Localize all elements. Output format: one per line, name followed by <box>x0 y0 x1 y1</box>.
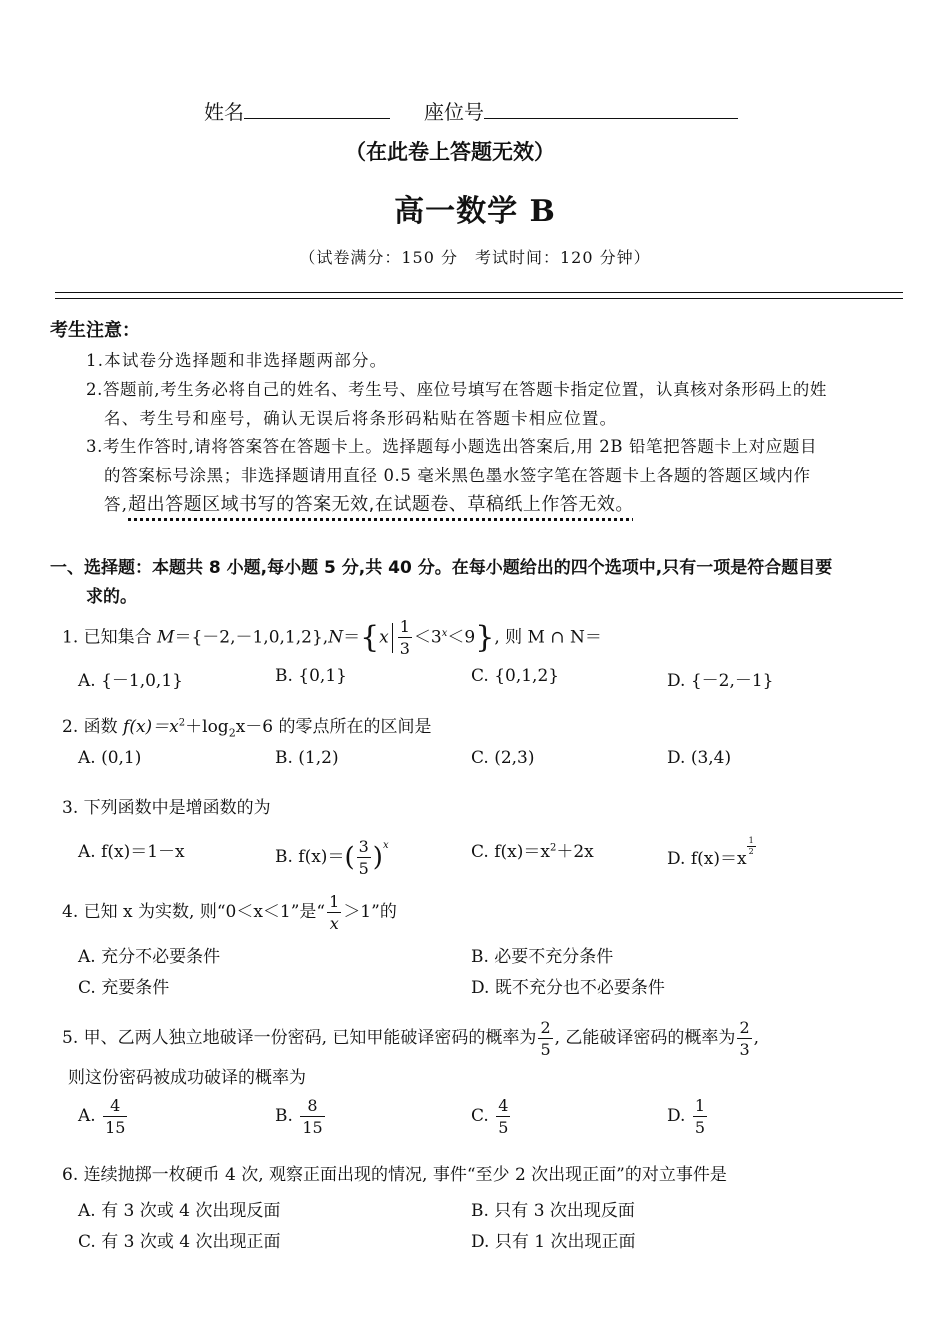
q1-cond-mid: ＜3 <box>413 627 442 648</box>
page-subtitle: （试卷满分：150 分 考试时间：120 分钟） <box>299 248 651 267</box>
q1-option-b: B. {0,1} <box>275 666 347 686</box>
name-blank <box>244 100 390 119</box>
q5-d-den: 5 <box>694 1117 706 1137</box>
q3-b-paren-close: ) <box>372 842 383 873</box>
question-2-stem <box>62 712 432 739</box>
notice-heading: 考生注意： <box>50 320 140 341</box>
question-5-stem <box>62 1018 759 1058</box>
q2-option-c: C. (2,3) <box>471 748 535 768</box>
q1-suffix: , 则 M ∩ N＝ <box>494 627 602 648</box>
section-heading-line-2: 求的。 <box>86 587 137 607</box>
q1-fraction <box>398 619 412 657</box>
q4-option-d: D. 既不充分也不必要条件 <box>471 978 665 998</box>
q5-d-num: 1 <box>694 1095 706 1115</box>
q1-prefix: 1. 已知集合 <box>62 627 158 648</box>
name-field <box>204 96 390 125</box>
notice-item-2-line-1: 2.答题前,考生务必将自己的姓名、考生号、座位号填写在答题卡指定位置，认真核对条形码上的姓 <box>86 380 827 399</box>
q4-frac-num: 1 <box>329 891 340 911</box>
q5-option-b <box>275 1096 327 1136</box>
page-title: 高一数学 B <box>394 194 556 229</box>
notice-item-3-prefix: 答, <box>104 495 129 514</box>
q3-option-d <box>667 837 758 869</box>
q6-option-c: C. 有 3 次或 4 次出现正面 <box>78 1232 281 1252</box>
q4-fraction <box>327 891 341 933</box>
q1-frac-num: 1 <box>399 617 410 637</box>
q5-a-num: 4 <box>103 1098 127 1117</box>
q3-d-prefix: D. f(x)＝x <box>667 849 747 869</box>
seat-field <box>424 96 738 125</box>
q5-d-label: D. <box>667 1106 686 1126</box>
q5-mid: , 乙能破译密码的概率为 <box>554 1028 736 1048</box>
q5-b-den: 15 <box>302 1117 323 1137</box>
notice-item-2-line-2: 名、考生号和座号，确认无误后将条形码粘贴在答题卡相应位置。 <box>104 409 618 428</box>
q3-d-exp-den: 2 <box>748 847 754 856</box>
q2-log: ＋log <box>185 717 229 737</box>
q1-frac-den: 3 <box>399 639 410 659</box>
q5-c-label: C. <box>471 1106 489 1126</box>
q2-square: 2 <box>178 717 186 729</box>
q5-option-d <box>667 1096 709 1136</box>
q1-eq: ＝ <box>343 627 361 648</box>
divider-bottom <box>55 298 903 299</box>
q1-option-c: C. {0,1,2} <box>471 666 560 686</box>
q5-p2-fraction <box>737 1017 751 1059</box>
q5-a-label: A. <box>78 1106 96 1126</box>
q1-cond-end: ＜9 <box>447 627 476 648</box>
q1-var-x: x <box>379 627 389 648</box>
q5-option-c <box>471 1096 512 1136</box>
seat-label: 座位号 <box>424 100 484 124</box>
q5-a-den: 15 <box>105 1117 126 1137</box>
name-label: 姓名 <box>204 100 244 124</box>
q5-c-num: 4 <box>498 1095 509 1115</box>
q3-b-den: 5 <box>358 858 369 878</box>
q4-option-a: A. 充分不必要条件 <box>78 947 221 967</box>
q5-d-fraction <box>693 1095 707 1137</box>
q6-option-b: B. 只有 3 次出现反面 <box>471 1201 635 1221</box>
divider-top <box>55 292 903 293</box>
q3-c-rest: ＋2x <box>556 842 594 862</box>
q6-option-d: D. 只有 1 次出现正面 <box>471 1232 636 1252</box>
q1-set-m-value: ＝{－2,－1,0,1,2}, <box>174 627 329 648</box>
question-5-line-2: 则这份密码被成功破译的概率为 <box>68 1068 306 1088</box>
q5-option-a <box>78 1096 129 1136</box>
q4-option-b: B. 必要不充分条件 <box>471 947 614 967</box>
q1-brace-open: { <box>360 620 380 656</box>
q3-d-exponent <box>747 837 756 856</box>
q3-b-prefix: B. f(x)＝ <box>275 847 345 867</box>
seat-blank <box>484 100 738 119</box>
q5-end: , <box>753 1028 760 1048</box>
q5-b-fraction <box>300 1095 324 1137</box>
q5-c-fraction <box>496 1095 510 1137</box>
q5-p1-num: 2 <box>540 1017 551 1037</box>
notice-emphasis: 超出答题区域书写的答案无效,在试题卷、草稿纸上作答无效。 <box>128 494 634 515</box>
q3-b-fraction <box>357 836 371 878</box>
invalid-notice: （在此卷上答题无效） <box>345 140 555 164</box>
q6-option-a: A. 有 3 次或 4 次出现反面 <box>78 1201 281 1221</box>
q1-option-d: D. {－2,－1} <box>667 671 774 691</box>
notice-item-3-line-2: 的答案标号涂黑；非选择题请用直径 0.5 毫米黑色墨水签字笔在答题卡上各题的答题区域内作 <box>104 466 811 485</box>
q5-p1-den: 5 <box>540 1039 551 1059</box>
q3-b-exp: x <box>382 840 389 851</box>
q4-option-c: C. 充要条件 <box>78 978 170 998</box>
notice-item-3-line-3 <box>104 490 634 516</box>
q3-b-paren-open: ( <box>344 842 355 873</box>
notice-item-3-line-1: 3.考生作答时,请将答案答在答题卡上。选择题每小题选出答案后,用 2B 铅笔把答题卡上对应题目 <box>86 437 818 456</box>
q4-suffix: ＞1”的 <box>343 902 397 922</box>
q1-set-bar <box>392 623 393 653</box>
question-1-stem <box>62 616 602 659</box>
q2-rest: x－6 的零点所在的区间是 <box>235 717 432 737</box>
q3-c-prefix: C. f(x)＝x <box>471 842 550 862</box>
q2-option-b: B. (1,2) <box>275 748 339 768</box>
q2-option-d: D. (3,4) <box>667 748 732 768</box>
q3-option-b <box>275 826 389 878</box>
q5-c-den: 5 <box>498 1117 509 1137</box>
q3-option-c <box>471 837 594 862</box>
question-3-stem: 3. 下列函数中是增函数的为 <box>62 798 271 818</box>
question-6-stem: 6. 连续抛掷一枚硬币 4 次, 观察正面出现的情况, 事件“至少 2 次出现正面”的对立事件是 <box>62 1165 727 1185</box>
q5-b-label: B. <box>275 1106 293 1126</box>
q2-prefix: 2. 函数 <box>62 717 124 737</box>
q5-a-fraction <box>103 1095 127 1137</box>
q3-b-num: 3 <box>358 836 369 856</box>
q3-option-a: A. f(x)＝1－x <box>78 842 185 862</box>
q1-cond-exp: x <box>441 628 448 639</box>
q2-option-a: A. (0,1) <box>78 748 142 768</box>
q1-option-a: A. {－1,0,1} <box>78 671 183 691</box>
q1-set-n: N <box>328 627 344 648</box>
q5-p1-fraction <box>538 1017 552 1059</box>
q1-brace-close: } <box>475 620 495 656</box>
q5-p2-num: 2 <box>739 1017 750 1037</box>
section-heading-line-1: 一、选择题：本题共 8 小题,每小题 5 分,共 40 分。在每小题给出的四个选项中,只有一项是符合题目要 <box>50 558 833 578</box>
q5-p2-den: 3 <box>739 1039 750 1059</box>
q5-prefix: 5. 甲、乙两人独立地破译一份密码, 已知甲能破译密码的概率为 <box>62 1028 537 1048</box>
q4-prefix: 4. 已知 x 为实数, 则“0＜x＜1”是“ <box>62 902 326 922</box>
notice-item-1: 1.本试卷分选择题和非选择题两部分。 <box>86 351 388 370</box>
q1-set-m: M <box>157 627 175 648</box>
q4-frac-den: x <box>329 913 339 933</box>
q3-d-exp-num: 1 <box>748 836 754 845</box>
q3-c-square: 2 <box>549 842 557 854</box>
question-4-stem <box>62 892 397 932</box>
q2-func: f(x)＝x <box>123 717 179 737</box>
q5-b-num: 8 <box>300 1098 324 1117</box>
q2-log-base: 2 <box>228 726 236 740</box>
